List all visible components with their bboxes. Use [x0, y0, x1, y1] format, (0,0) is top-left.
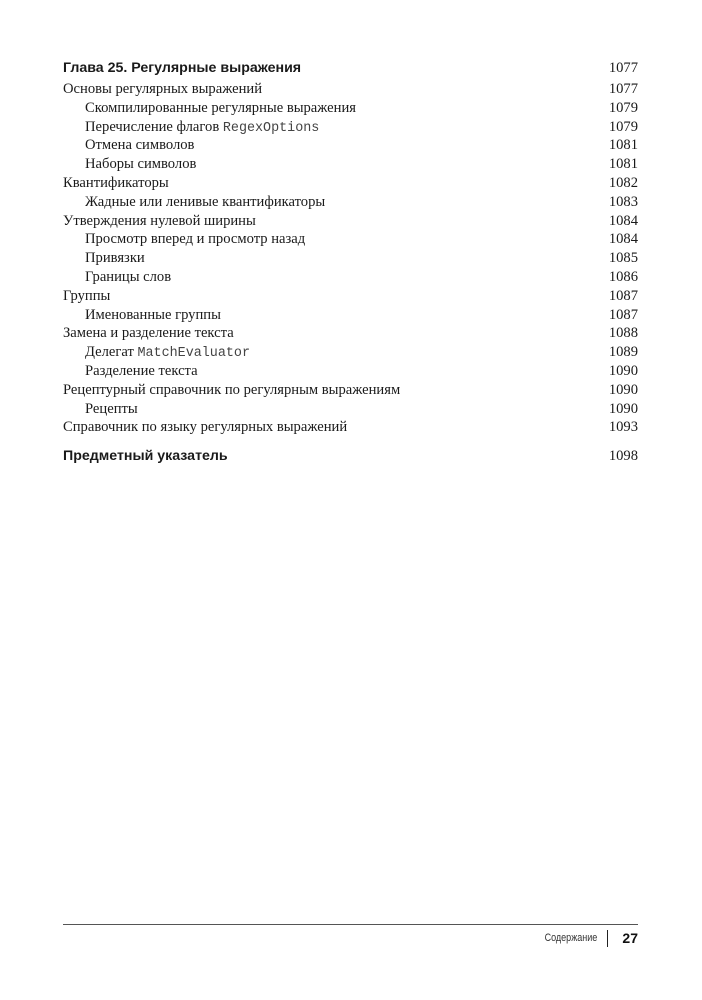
toc-entry-title: Разделение текста — [85, 362, 198, 379]
toc-entry-page: 1083 — [608, 193, 638, 210]
toc-entry-title: Границы слов — [85, 268, 172, 285]
toc-entry — [63, 400, 638, 419]
footer-divider — [63, 924, 638, 925]
toc-entry-code: MatchEvaluator — [137, 346, 250, 362]
toc-entry-title: Замена и разделение текста — [63, 325, 234, 342]
toc-entry-title: Наборы символов — [85, 156, 197, 173]
footer-page-number: 27 — [622, 930, 638, 946]
toc-entry-page: 1082 — [608, 174, 638, 191]
toc-entry-title: Квантификаторы — [63, 174, 169, 191]
toc-entry-page: 1087 — [608, 287, 638, 304]
toc-entry-page: 1079 — [608, 118, 638, 135]
toc-entry-page: 1086 — [608, 268, 638, 285]
toc-entry — [63, 362, 638, 381]
toc-entry — [63, 287, 638, 306]
toc-entry-page: 1093 — [608, 419, 638, 436]
toc-entry — [63, 343, 638, 362]
chapter-title: Глава 25. Регулярные выражения — [63, 60, 302, 76]
toc-entry — [63, 268, 638, 287]
toc-entry-code: RegexOptions — [222, 120, 320, 136]
toc-entry-page: 1081 — [608, 137, 638, 154]
toc-entry — [63, 324, 638, 343]
toc-entry-title: Отмена символов — [85, 137, 195, 154]
table-of-contents — [63, 57, 638, 468]
toc-entry-page: 1090 — [608, 381, 638, 398]
toc-entry-page: 1081 — [608, 156, 638, 173]
toc-entry — [63, 174, 638, 193]
toc-entry-title: Рецепты — [85, 400, 138, 417]
toc-entry-page: 1084 — [608, 231, 638, 248]
toc-entry — [63, 230, 638, 249]
toc-entry-title — [63, 118, 319, 139]
toc-entry — [63, 80, 638, 99]
toc-entry — [63, 193, 638, 212]
toc-entry-title — [63, 343, 250, 364]
toc-entry-title-text: Делегат — [85, 344, 138, 361]
toc-entry — [63, 418, 638, 437]
toc-entry — [63, 136, 638, 155]
toc-entry-title: Просмотр вперед и просмотр назад — [85, 231, 306, 248]
toc-entry — [63, 118, 638, 137]
toc-entry-title-text: Перечисление флагов — [85, 118, 223, 135]
toc-entry-page: 1087 — [608, 306, 638, 323]
toc-entry — [63, 99, 638, 118]
toc-entry-page: 1085 — [608, 250, 638, 267]
toc-entry-page: 1090 — [608, 400, 638, 417]
toc-entry-title: Скомпилированные регулярные выражения — [85, 99, 356, 116]
footer-separator — [607, 930, 608, 947]
toc-entry-page: 1077 — [608, 81, 638, 97]
toc-entry — [63, 249, 638, 268]
toc-entry-title: Жадные или ленивые квантификаторы — [85, 193, 326, 210]
toc-entry-title: Утверждения нулевой ширины — [63, 212, 256, 229]
index-page: 1098 — [608, 448, 638, 465]
toc-entry-page: 1090 — [608, 362, 638, 379]
toc-entry-title: Рецептурный справочник по регулярным выражениям — [63, 381, 401, 398]
chapter-heading — [63, 57, 638, 79]
toc-entry — [63, 306, 638, 325]
toc-entry-page: 1079 — [608, 99, 638, 116]
toc-entry-page: 1088 — [608, 325, 638, 342]
toc-entry-title: Группы — [63, 287, 111, 304]
toc-entry-page: 1084 — [608, 212, 638, 229]
chapter-page: 1077 — [608, 60, 638, 76]
toc-entry-title: Именованные группы — [85, 306, 221, 323]
index-heading — [63, 445, 638, 467]
toc-entry — [63, 381, 638, 400]
toc-entry — [63, 212, 638, 231]
toc-entry — [63, 155, 638, 174]
toc-entry-title: Привязки — [85, 250, 145, 267]
page-footer — [533, 928, 638, 948]
toc-entry-title: Основы регулярных выражений — [63, 81, 263, 97]
toc-entry-title: Справочник по языку регулярных выражений — [63, 419, 348, 436]
footer-section-label: Содержание — [544, 932, 598, 944]
index-title: Предметный указатель — [63, 448, 228, 465]
toc-entry-page: 1089 — [608, 344, 638, 361]
